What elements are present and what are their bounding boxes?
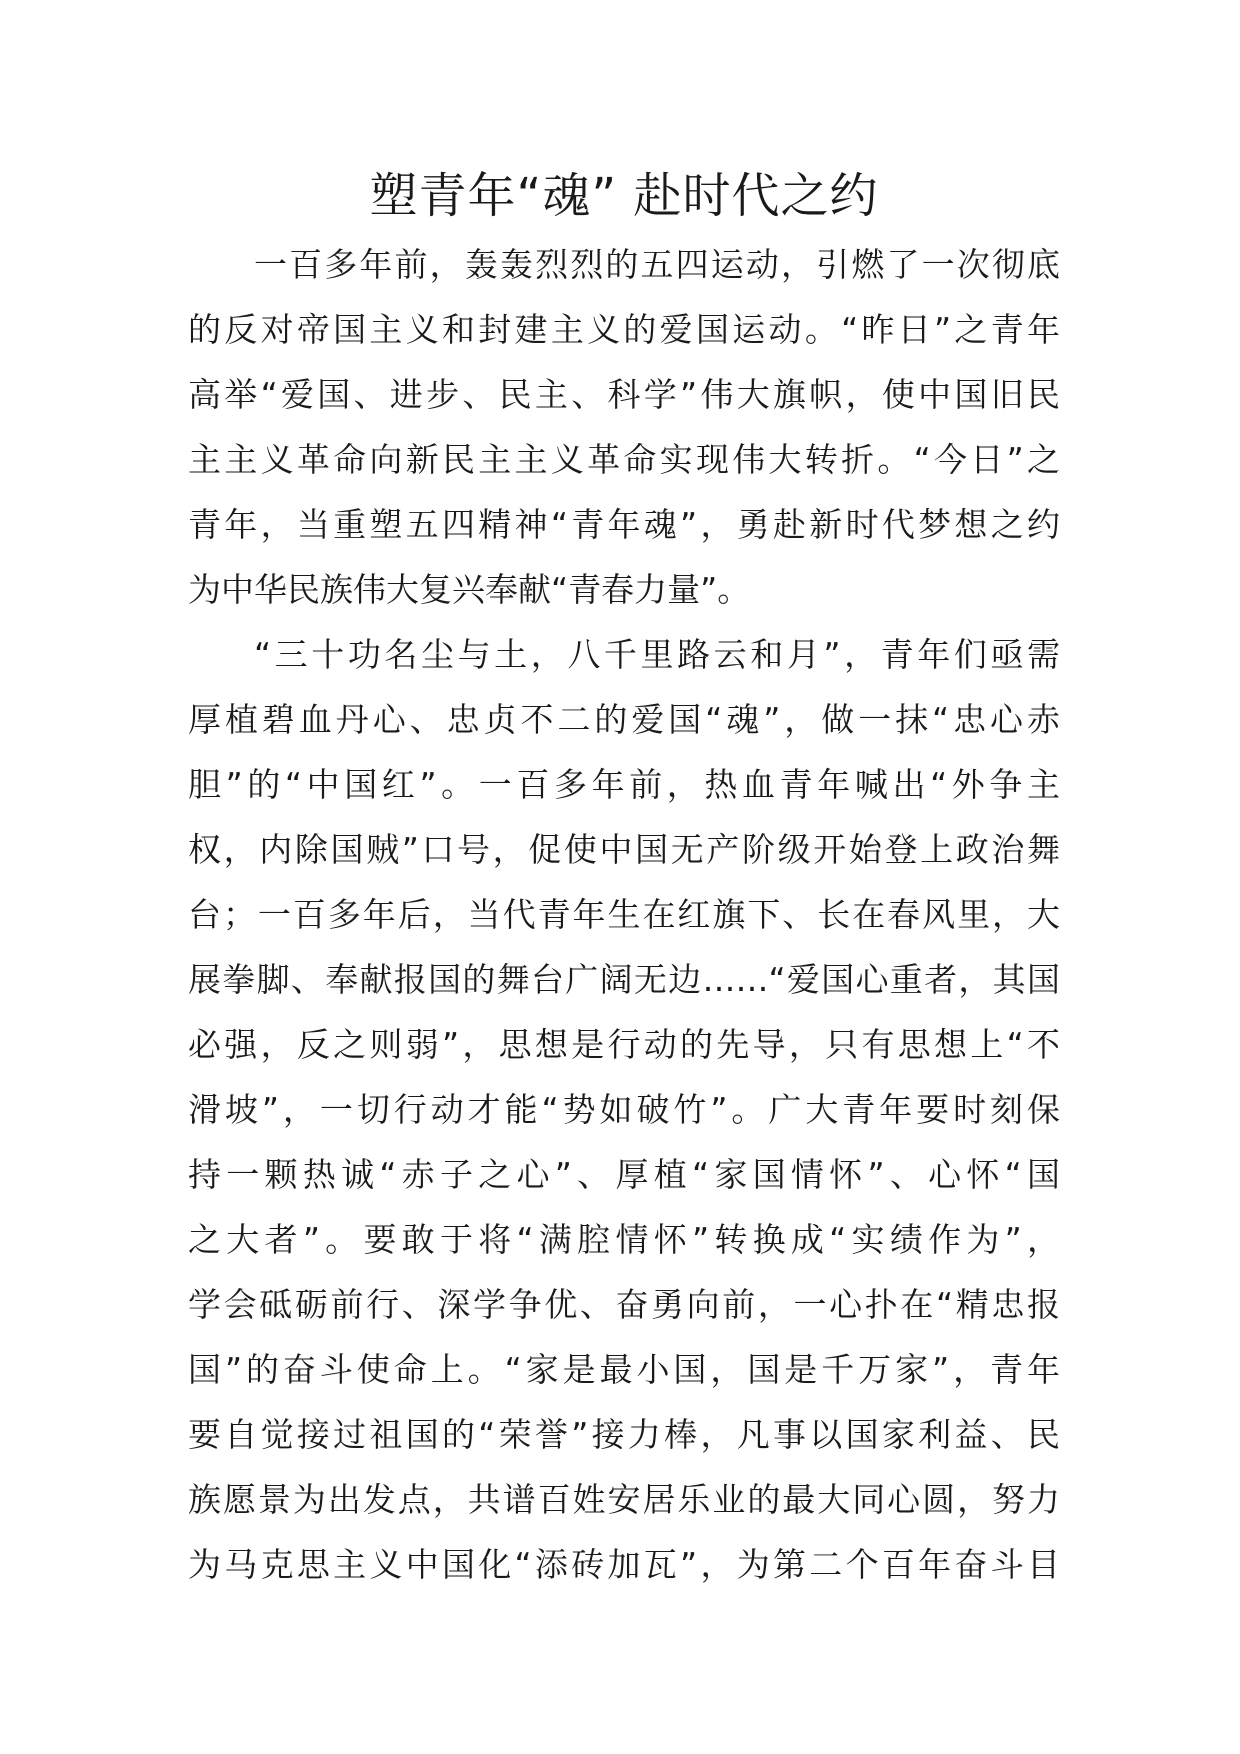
text-line: 学会砥砺前行、深学争优、奋勇向前，一心扑在“精忠报 [188,1285,1060,1324]
text-line: 一百多年前，轰轰烈烈的五四运动，引燃了一次彻底 [254,245,1060,284]
text-line: 厚植碧血丹心、忠贞不二的爱国“魂”，做一抹“忠心赤 [188,700,1060,739]
text-line: 要自觉接过祖国的“荣誉”接力棒，凡事以国家利益、民 [188,1415,1060,1454]
text-line: 滑坡”，一切行动才能“势如破竹”。广大青年要时刻保 [188,1090,1060,1129]
text-line: 持一颗热诚“赤子之心”、厚植“家国情怀”、心怀“国 [188,1155,1060,1194]
text-line: 族愿景为出发点，共谱百姓安居乐业的最大同心圆，努力 [188,1480,1060,1519]
text-line: 为马克思主义中国化“添砖加瓦”，为第二个百年奋斗目 [188,1545,1060,1584]
text-line: 高举“爱国、进步、民主、科学”伟大旗帜，使中国旧民 [188,375,1060,414]
text-line: 国”的奋斗使命上。“家是最小国，国是千万家”，青年 [188,1350,1060,1389]
document-title: 塑青年“魂” 赴时代之约 [369,168,879,224]
paragraph-2 [188,622,1060,1597]
text-line: 权，内除国贼”口号，促使中国无产阶级开始登上政治舞 [188,830,1060,869]
text-line: “三十功名尘与土，八千里路云和月”，青年们亟需 [254,635,1060,674]
text-line: 胆”的“中国红”。一百多年前，热血青年喊出“外争主 [188,765,1060,804]
text-line: 为中华民族伟大复兴奉献“青春力量”。 [188,570,751,609]
text-line: 之大者”。要敢于将“满腔情怀”转换成“实绩作为”， [188,1220,1060,1259]
text-line: 青年，当重塑五四精神“青年魂”，勇赴新时代梦想之约 [188,505,1060,544]
text-line: 必强，反之则弱”，思想是行动的先导，只有思想上“不 [188,1025,1060,1064]
document-page [188,160,1060,1597]
text-line: 主主义革命向新民主主义革命实现伟大转折。“今日”之 [188,440,1060,479]
text-line: 展拳脚、奉献报国的舞台广阔无边……“爱国心重者，其国 [188,960,1060,999]
text-line: 台；一百多年后，当代青年生在红旗下、长在春风里，大 [188,895,1060,934]
text-line: 的反对帝国主义和封建主义的爱国运动。“昨日”之青年 [188,310,1060,349]
paragraph-1 [188,232,1060,622]
